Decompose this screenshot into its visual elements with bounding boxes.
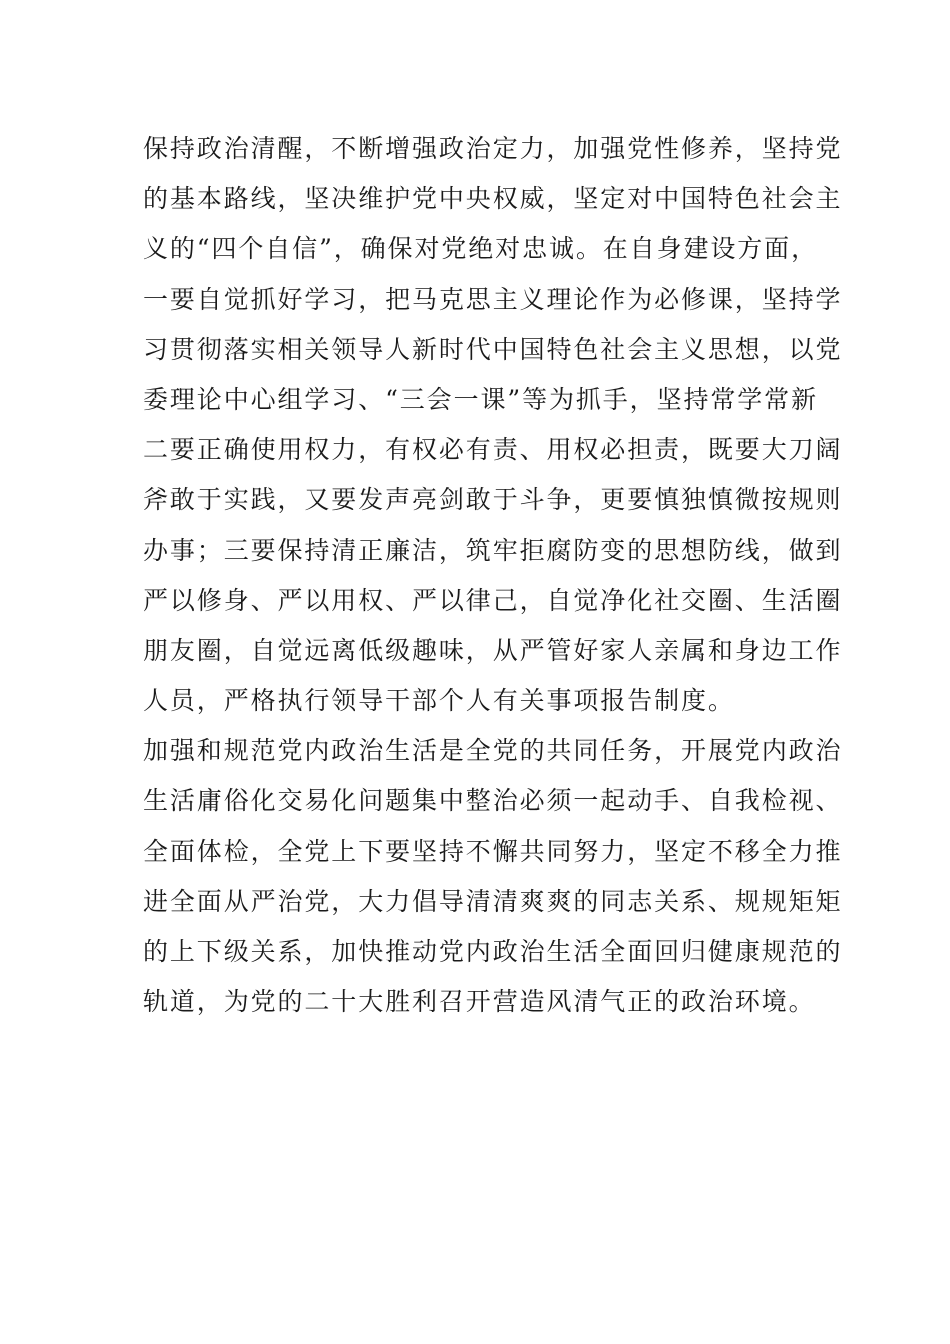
text-line: 轨道，为党的二十大胜利召开营造风清气正的政治环境。 — [143, 987, 816, 1017]
text-line: 加强和规范党内政治生活是全党的共同任务，开展党内政治 — [143, 736, 843, 766]
text-line: 严以修身、严以用权、严以律己，自觉净化社交圈、生活圈 — [143, 585, 843, 615]
text-line: 办事；三要保持清正廉洁，筑牢拒腐防变的思想防线，做到 — [143, 535, 843, 565]
text-line: 进全面从严治党，大力倡导清清爽爽的同志关系、规规矩矩 — [143, 886, 843, 916]
text-line: 的基本路线，坚决维护党中央权威，坚定对中国特色社会主 — [143, 184, 843, 214]
text-line: 二要正确使用权力，有权必有责、用权必担责，既要大刀阔 — [143, 435, 843, 465]
text-line: 义的“四个自信”，确保对党绝对忠诚。在自身建设方面， — [143, 234, 818, 264]
text-line: 保持政治清醒，不断增强政治定力，加强党性修养，坚持党 — [143, 134, 843, 163]
text-line: 斧敢于实践，又要发声亮剑敢于斗争，更要慎独慎微按规则 — [143, 485, 843, 515]
text-line: 的上下级关系，加快推动党内政治生活全面回归健康规范的 — [143, 937, 843, 966]
text-line: 朋友圈，自觉远离低级趣味，从严管好家人亲属和身边工作 — [143, 635, 843, 665]
text-line: 全面体检，全党上下要坚持不懈共同努力，坚定不移全力推 — [143, 836, 843, 866]
text-line: 习贯彻落实相关领导人新时代中国特色社会主义思想，以党 — [143, 334, 843, 364]
text-line: 委理论中心组学习、“三会一课”等为抓手，坚持常学常新 — [143, 384, 818, 414]
body-text — [143, 124, 843, 1027]
text-line: 人员，严格执行领导干部个人有关事项报告制度。 — [143, 686, 735, 716]
text-line: 一要自觉抓好学习，把马克思主义理论作为必修课，坚持学 — [143, 284, 843, 314]
text-line: 生活庸俗化交易化问题集中整治必须一起动手、自我检视、 — [143, 786, 843, 816]
